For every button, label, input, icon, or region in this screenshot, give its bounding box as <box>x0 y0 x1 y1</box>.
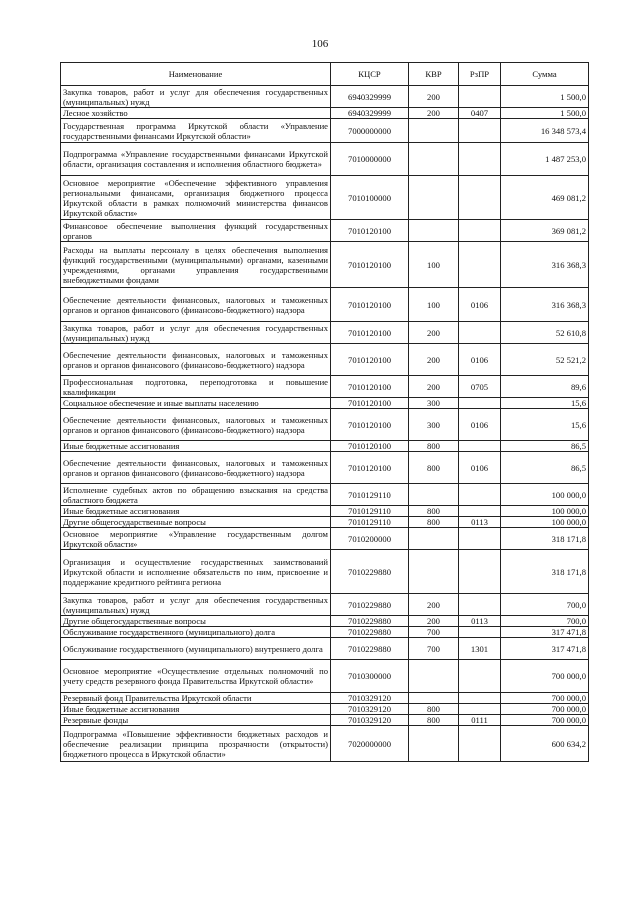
cell-name: Обеспечение деятельности финансовых, налоговых и таможенных органов и органов финансового (финансово-бюджетного) надзора <box>61 452 331 484</box>
cell-kcsr: 7010229880 <box>331 550 409 594</box>
cell-kvr: 200 <box>409 344 459 376</box>
table-row <box>61 550 589 594</box>
cell-kvr: 200 <box>409 322 459 344</box>
cell-kvr <box>409 143 459 176</box>
cell-name: Другие общегосударственные вопросы <box>61 517 331 528</box>
table-body <box>61 86 589 762</box>
cell-name: Закупка товаров, работ и услуг для обеспечения государственных (муниципальных) нужд <box>61 594 331 616</box>
cell-kcsr: 7010120100 <box>331 322 409 344</box>
cell-name: Резервные фонды <box>61 715 331 726</box>
header-sum: Сумма <box>501 63 589 86</box>
cell-name: Лесное хозяйство <box>61 108 331 119</box>
cell-sum: 100 000,0 <box>501 517 589 528</box>
cell-kcsr: 7010120100 <box>331 441 409 452</box>
cell-name: Иные бюджетные ассигнования <box>61 441 331 452</box>
cell-rzpr <box>459 322 501 344</box>
cell-kcsr: 7010120100 <box>331 409 409 441</box>
table-row <box>61 627 589 638</box>
cell-rzpr: 0407 <box>459 108 501 119</box>
cell-sum: 700,0 <box>501 616 589 627</box>
cell-name: Закупка товаров, работ и услуг для обеспечения государственных (муниципальных) нужд <box>61 322 331 344</box>
cell-sum: 15,6 <box>501 409 589 441</box>
cell-kcsr: 7010329120 <box>331 715 409 726</box>
cell-sum: 317 471,8 <box>501 638 589 660</box>
cell-name: Закупка товаров, работ и услуг для обеспечения государственных (муниципальных) нужд <box>61 86 331 108</box>
cell-sum: 318 171,8 <box>501 550 589 594</box>
cell-rzpr: 0106 <box>459 344 501 376</box>
cell-kvr: 300 <box>409 398 459 409</box>
cell-rzpr <box>459 484 501 506</box>
cell-sum: 86,5 <box>501 452 589 484</box>
cell-kvr <box>409 528 459 550</box>
cell-rzpr <box>459 660 501 693</box>
cell-kvr <box>409 660 459 693</box>
cell-kcsr: 7000000000 <box>331 119 409 143</box>
table-header-row <box>61 63 589 86</box>
cell-kcsr: 7010200000 <box>331 528 409 550</box>
table-row <box>61 452 589 484</box>
table-row <box>61 220 589 242</box>
table-row <box>61 506 589 517</box>
cell-rzpr: 0106 <box>459 409 501 441</box>
table-row <box>61 616 589 627</box>
cell-name: Профессиональная подготовка, переподготовка и повышение квалификации <box>61 376 331 398</box>
cell-name: Государственная программа Иркутской области «Управление государственными финансами Иркутской области» <box>61 119 331 143</box>
table-row <box>61 398 589 409</box>
cell-kcsr: 7010000000 <box>331 143 409 176</box>
cell-sum: 700 000,0 <box>501 660 589 693</box>
table-row <box>61 119 589 143</box>
cell-sum: 16 348 573,4 <box>501 119 589 143</box>
cell-kvr: 200 <box>409 616 459 627</box>
cell-sum: 700 000,0 <box>501 715 589 726</box>
cell-rzpr <box>459 143 501 176</box>
cell-name: Обеспечение деятельности финансовых, налоговых и таможенных органов и органов финансового (финансово-бюджетного) надзора <box>61 288 331 322</box>
cell-kvr: 200 <box>409 86 459 108</box>
cell-sum: 15,6 <box>501 398 589 409</box>
cell-rzpr: 0113 <box>459 517 501 528</box>
cell-name: Основное мероприятие «Обеспечение эффективного управления региональными финансами, организация бюджетного процесса Иркутской области в рамках полномочий министерства финансов Иркутской области» <box>61 176 331 220</box>
table-row <box>61 441 589 452</box>
table-row <box>61 693 589 704</box>
cell-kcsr: 7010229880 <box>331 616 409 627</box>
cell-rzpr: 0106 <box>459 452 501 484</box>
cell-kcsr: 7010120100 <box>331 452 409 484</box>
cell-rzpr <box>459 242 501 288</box>
cell-name: Другие общегосударственные вопросы <box>61 616 331 627</box>
cell-kvr: 200 <box>409 594 459 616</box>
table-row <box>61 726 589 762</box>
table-row <box>61 638 589 660</box>
cell-rzpr <box>459 528 501 550</box>
cell-name: Обслуживание государственного (муниципального) долга <box>61 627 331 638</box>
cell-kvr <box>409 119 459 143</box>
cell-kvr: 100 <box>409 288 459 322</box>
cell-rzpr <box>459 176 501 220</box>
cell-kcsr: 7020000000 <box>331 726 409 762</box>
cell-kcsr: 7010329120 <box>331 693 409 704</box>
cell-sum: 89,6 <box>501 376 589 398</box>
table-row <box>61 528 589 550</box>
table-row <box>61 143 589 176</box>
cell-kvr <box>409 484 459 506</box>
cell-sum: 317 471,8 <box>501 627 589 638</box>
cell-kvr: 200 <box>409 376 459 398</box>
cell-rzpr <box>459 550 501 594</box>
cell-rzpr <box>459 627 501 638</box>
cell-rzpr <box>459 441 501 452</box>
cell-kcsr: 7010120100 <box>331 398 409 409</box>
cell-name: Организация и осуществление государственных заимствований Иркутской области и исполнение обязательств по ним, присвоение и поддержание кредитного рейтинга региона <box>61 550 331 594</box>
cell-kcsr: 7010129110 <box>331 506 409 517</box>
cell-name: Резервный фонд Правительства Иркутской области <box>61 693 331 704</box>
cell-kvr <box>409 550 459 594</box>
budget-table <box>60 62 589 762</box>
cell-name: Социальное обеспечение и иные выплаты населению <box>61 398 331 409</box>
table-row <box>61 484 589 506</box>
cell-kvr: 800 <box>409 506 459 517</box>
cell-sum: 1 500,0 <box>501 86 589 108</box>
cell-kvr: 100 <box>409 242 459 288</box>
cell-kcsr: 7010229880 <box>331 627 409 638</box>
cell-kcsr: 7010229880 <box>331 594 409 616</box>
cell-kvr <box>409 220 459 242</box>
table-row <box>61 704 589 715</box>
table-row <box>61 517 589 528</box>
cell-sum: 700 000,0 <box>501 704 589 715</box>
header-kvr: КВР <box>409 63 459 86</box>
cell-kvr <box>409 176 459 220</box>
cell-rzpr <box>459 726 501 762</box>
table-row <box>61 594 589 616</box>
table-row <box>61 288 589 322</box>
cell-name: Расходы на выплаты персоналу в целях обеспечения выполнения функций государственными (муниципальными) органами, казенными учреждениями, органами управления государственными внебюджетными фондами <box>61 242 331 288</box>
cell-rzpr: 1301 <box>459 638 501 660</box>
cell-name: Подпрограмма «Повышение эффективности бюджетных расходов и обеспечение реализации принципа прозрачности (открытости) бюджетного процесса в Иркутской области» <box>61 726 331 762</box>
cell-rzpr: 0705 <box>459 376 501 398</box>
cell-rzpr <box>459 704 501 715</box>
table-row <box>61 409 589 441</box>
header-name: Наименование <box>61 63 331 86</box>
cell-rzpr <box>459 693 501 704</box>
cell-sum: 1 500,0 <box>501 108 589 119</box>
cell-rzpr: 0106 <box>459 288 501 322</box>
cell-kcsr: 7010129110 <box>331 517 409 528</box>
cell-sum: 700,0 <box>501 594 589 616</box>
cell-name: Исполнение судебных актов по обращению взыскания на средства областного бюджета <box>61 484 331 506</box>
cell-sum: 469 081,2 <box>501 176 589 220</box>
cell-sum: 100 000,0 <box>501 484 589 506</box>
table-row <box>61 344 589 376</box>
table-row <box>61 242 589 288</box>
cell-name: Обеспечение деятельности финансовых, налоговых и таможенных органов и органов финансового (финансово-бюджетного) надзора <box>61 344 331 376</box>
table-row <box>61 376 589 398</box>
cell-rzpr <box>459 86 501 108</box>
cell-name: Обслуживание государственного (муниципального) внутреннего долга <box>61 638 331 660</box>
cell-sum: 316 368,3 <box>501 242 589 288</box>
cell-kvr: 800 <box>409 452 459 484</box>
cell-sum: 52 610,8 <box>501 322 589 344</box>
cell-rzpr <box>459 594 501 616</box>
cell-kvr: 800 <box>409 441 459 452</box>
cell-kvr <box>409 726 459 762</box>
cell-sum: 52 521,2 <box>501 344 589 376</box>
table-row <box>61 715 589 726</box>
cell-kcsr: 7010100000 <box>331 176 409 220</box>
cell-rzpr: 0111 <box>459 715 501 726</box>
header-kcsr: КЦСР <box>331 63 409 86</box>
cell-kvr: 800 <box>409 715 459 726</box>
cell-rzpr <box>459 398 501 409</box>
cell-kvr <box>409 693 459 704</box>
table-row <box>61 322 589 344</box>
cell-kvr: 700 <box>409 638 459 660</box>
table-row <box>61 176 589 220</box>
cell-kcsr: 6940329999 <box>331 108 409 119</box>
cell-name: Иные бюджетные ассигнования <box>61 506 331 517</box>
cell-kcsr: 7010129110 <box>331 484 409 506</box>
cell-rzpr <box>459 220 501 242</box>
cell-name: Иные бюджетные ассигнования <box>61 704 331 715</box>
table-row <box>61 660 589 693</box>
cell-kcsr: 7010120100 <box>331 288 409 322</box>
cell-name: Финансовое обеспечение выполнения функций государственных органов <box>61 220 331 242</box>
cell-kcsr: 7010120100 <box>331 344 409 376</box>
table-row <box>61 86 589 108</box>
cell-sum: 369 081,2 <box>501 220 589 242</box>
page-number: 106 <box>311 38 329 50</box>
cell-sum: 316 368,3 <box>501 288 589 322</box>
cell-kcsr: 7010120100 <box>331 376 409 398</box>
cell-name: Обеспечение деятельности финансовых, налоговых и таможенных органов и органов финансового (финансово-бюджетного) надзора <box>61 409 331 441</box>
cell-name: Основное мероприятие «Управление государственным долгом Иркутской области» <box>61 528 331 550</box>
cell-name: Основное мероприятие «Осуществление отдельных полномочий по учету средств резервного фонда Правительства Иркутской области» <box>61 660 331 693</box>
cell-sum: 1 487 253,0 <box>501 143 589 176</box>
cell-name: Подпрограмма «Управление государственными финансами Иркутской области, организация составления и исполнения областного бюджета» <box>61 143 331 176</box>
cell-kvr: 200 <box>409 108 459 119</box>
cell-kvr: 700 <box>409 627 459 638</box>
cell-kvr: 300 <box>409 409 459 441</box>
cell-kcsr: 7010229880 <box>331 638 409 660</box>
cell-kcsr: 7010329120 <box>331 704 409 715</box>
header-rzpr: РзПР <box>459 63 501 86</box>
cell-kvr: 800 <box>409 517 459 528</box>
cell-rzpr: 0113 <box>459 616 501 627</box>
cell-sum: 318 171,8 <box>501 528 589 550</box>
cell-kcsr: 7010120100 <box>331 242 409 288</box>
cell-sum: 100 000,0 <box>501 506 589 517</box>
cell-sum: 86,5 <box>501 441 589 452</box>
cell-rzpr <box>459 119 501 143</box>
cell-kcsr: 7010120100 <box>331 220 409 242</box>
cell-sum: 600 634,2 <box>501 726 589 762</box>
table-row <box>61 108 589 119</box>
cell-kcsr: 6940329999 <box>331 86 409 108</box>
cell-sum: 700 000,0 <box>501 693 589 704</box>
cell-rzpr <box>459 506 501 517</box>
cell-kvr: 800 <box>409 704 459 715</box>
cell-kcsr: 7010300000 <box>331 660 409 693</box>
